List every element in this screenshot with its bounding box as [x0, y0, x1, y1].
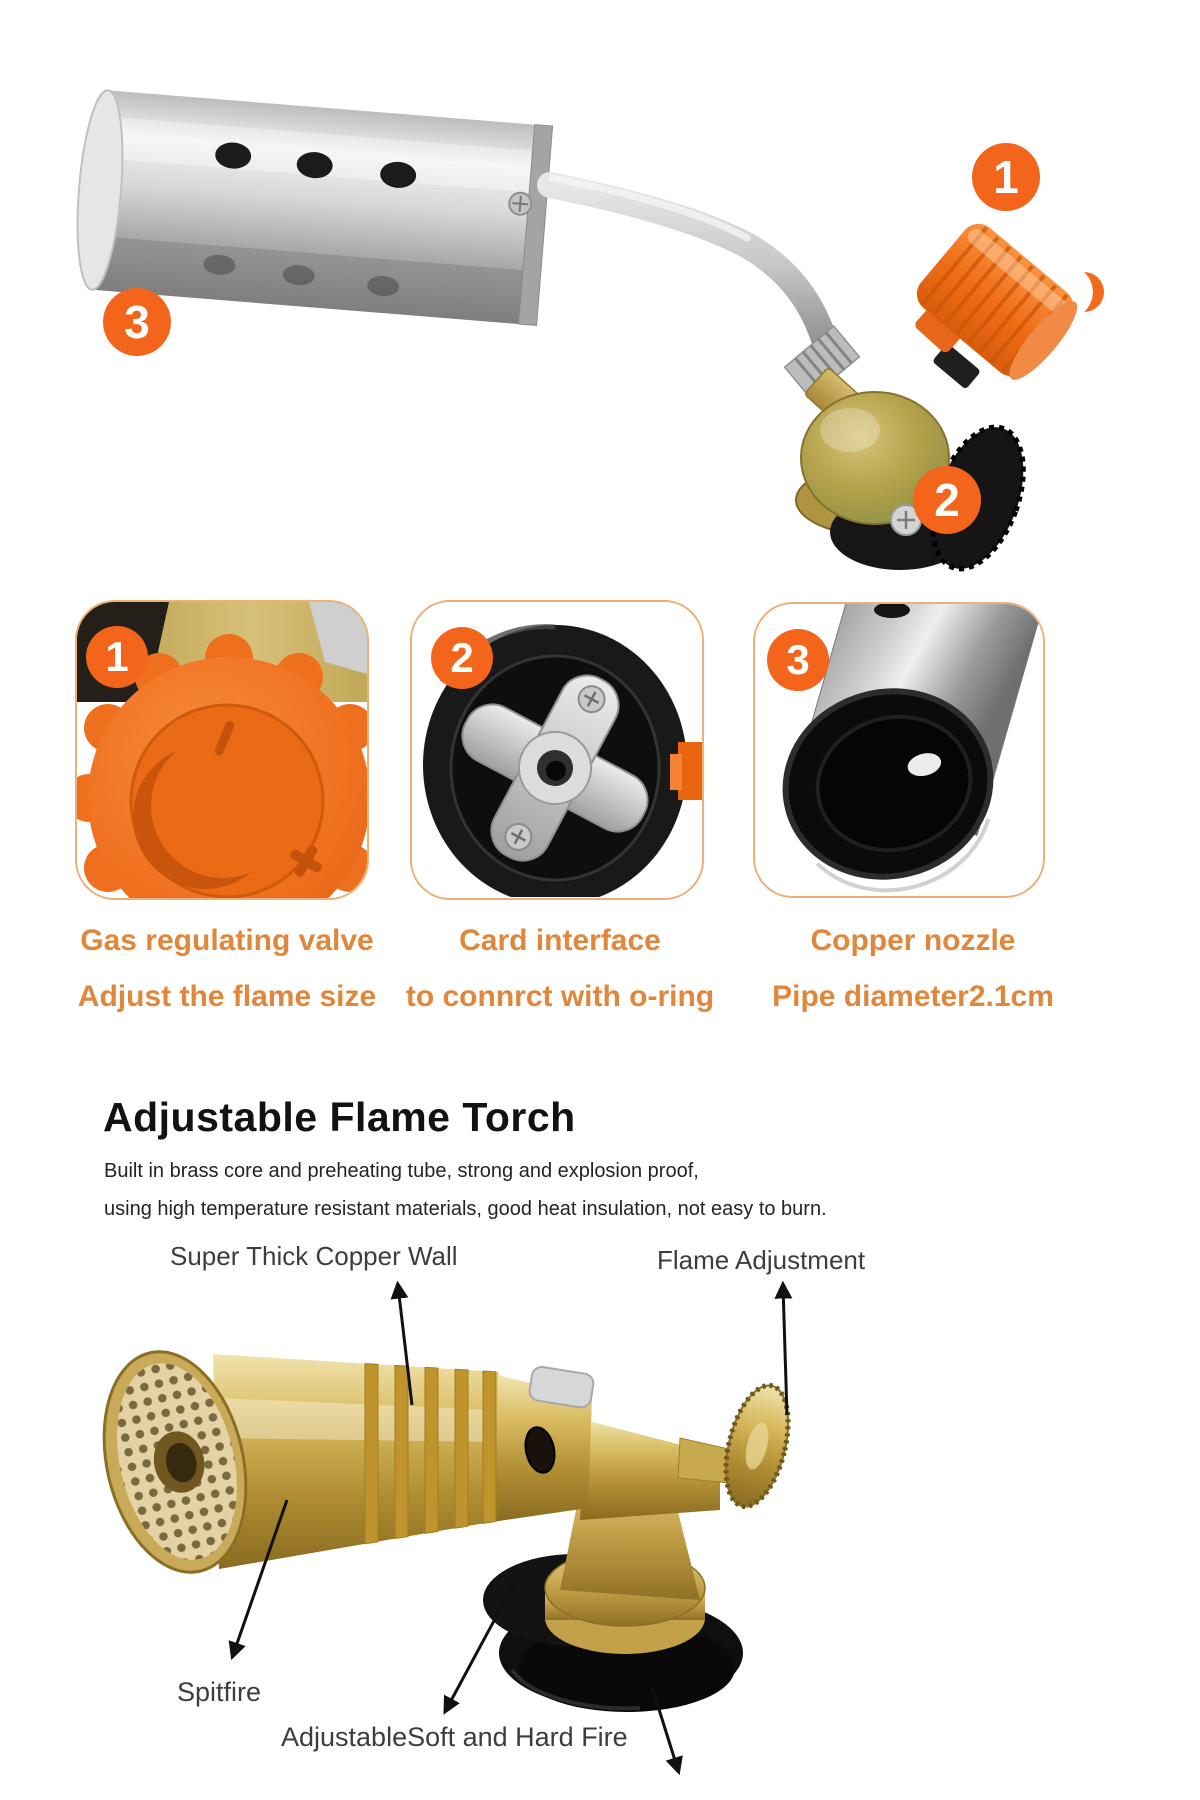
torch-neck — [492, 1366, 595, 1522]
brass-torch-photo — [80, 1270, 1000, 1800]
feature-subtitle-card-interface: to connrct with o-ring — [405, 980, 715, 1013]
page-title: Adjustable Flame Torch — [103, 1094, 576, 1140]
label-copper-wall: Super Thick Copper Wall — [170, 1241, 458, 1271]
feature-subtitle-copper-nozzle: Pipe diameter2.1cm — [772, 980, 1054, 1013]
product-description-line2: using high temperature resistant materials, good heat insulation, not easy to burn. — [104, 1198, 827, 1220]
feature-title-gas-valve: Gas regulating valve — [80, 924, 374, 957]
box-number-badge-1: 1 — [86, 626, 148, 688]
number-badge-3: 3 — [103, 288, 171, 356]
screw — [508, 192, 532, 216]
torch-overview-photo — [50, 50, 1150, 590]
label-spitfire: Spitfire — [177, 1677, 262, 1707]
feature-title-card-interface: Card interface — [459, 924, 661, 957]
label-flame-adjustment: Flame Adjustment — [657, 1245, 866, 1275]
label-soft-hard-fire: AdjustableSoft and Hard Fire — [281, 1722, 628, 1752]
number-badge-1: 1 — [972, 143, 1040, 211]
feature-title-copper-nozzle: Copper nozzle — [810, 924, 1016, 957]
product-description-line1: Built in brass core and preheating tube, strong and explosion proof, — [104, 1160, 699, 1182]
copper-barrel — [213, 1354, 499, 1569]
box-number-badge-2: 2 — [431, 627, 493, 689]
orange-crescent — [1084, 272, 1104, 312]
box-number-badge-3: 3 — [767, 629, 829, 691]
bent-tube — [550, 178, 826, 345]
feature-subtitle-gas-valve: Adjust the flame size — [77, 980, 377, 1013]
number-badge-2: 2 — [913, 466, 981, 534]
